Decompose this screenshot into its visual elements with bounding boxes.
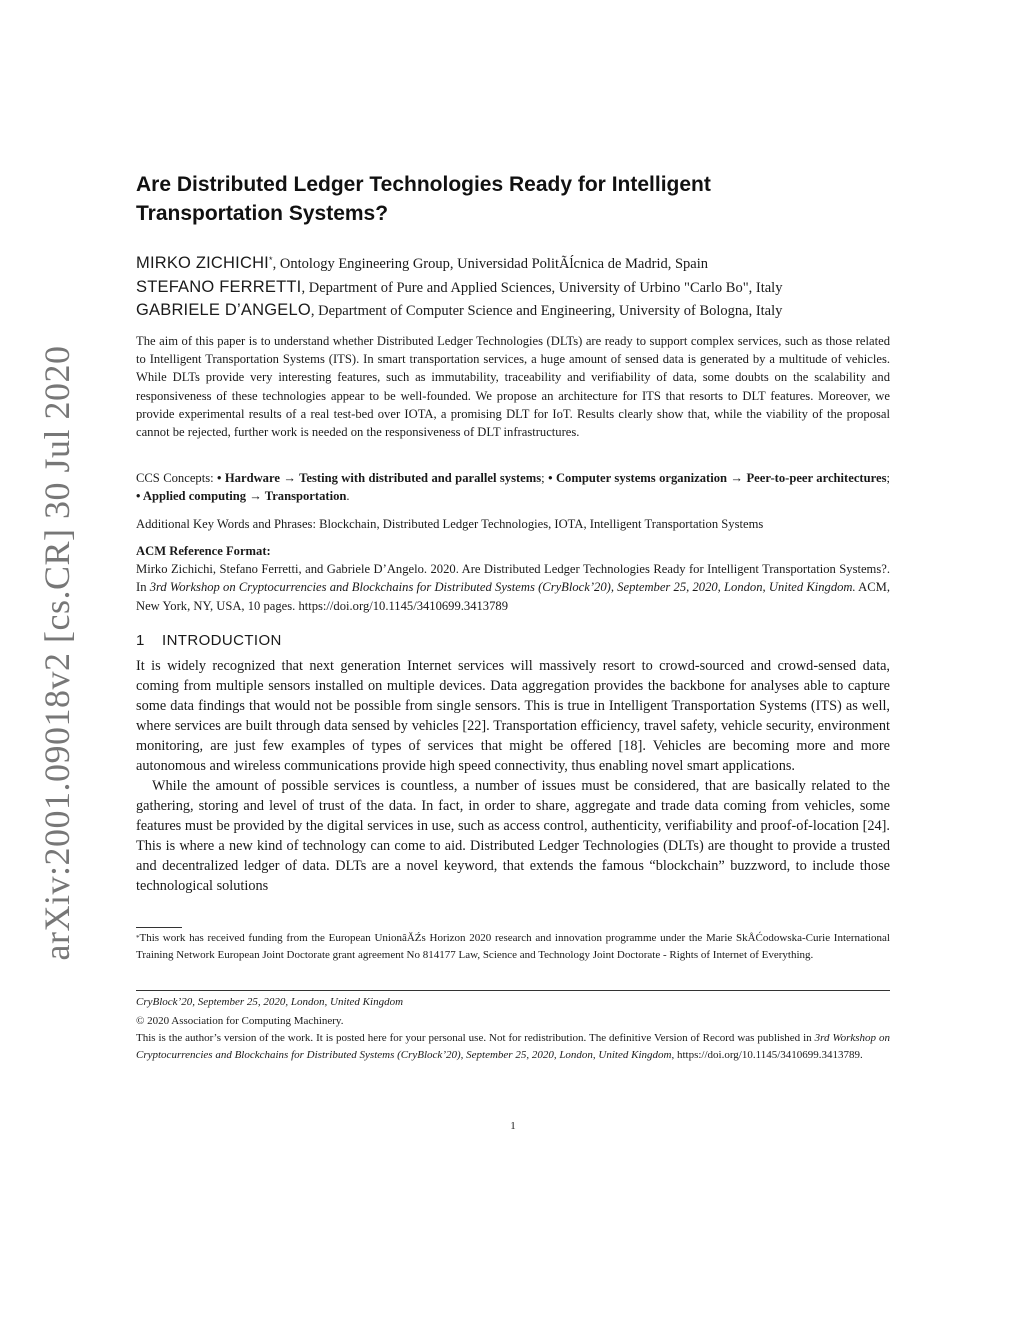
author-list [136, 252, 896, 323]
arxiv-identifier[interactable]: arXiv:2001.09018v2 [cs.CR] 30 Jul 2020 [37, 345, 77, 961]
section-heading [136, 632, 282, 649]
ccs-concepts: CCS Concepts: • Hardware → Testing with distributed and parallel systems; • Computer systems organization → Peer-to-peer architectures; • Applied computing → Transportation. [136, 471, 890, 504]
footnote-marker: * [136, 934, 140, 942]
author-name: GABRIELE D’ANGELO [136, 301, 311, 319]
author-affiliation: , Department of Pure and Applied Sciences, University of Urbino "Carlo Bo", Italy [301, 279, 783, 296]
arxiv-sidebar [0, 0, 80, 1325]
keywords: Additional Key Words and Phrases: Blockchain, Distributed Ledger Technologies, IOTA, Intelligent Transportation Systems [136, 517, 764, 531]
version-note: This is the author’s version of the work. It is posted here for your personal use. Not for redistribution. The definitive Version of Record was published in 3rd Workshop on Cryptocurrencies and Blockchains for Distributed Systems (CryBlock’20), September 25, 2020, London, United Kingdom, https://doi.org/10.1145/3410699.3413789. [136, 1032, 890, 1061]
author-footnote-marker: * [268, 255, 273, 265]
author-affiliation: , Ontology Engineering Group, Universidad PolitÃĺcnica de Madrid, Spain [272, 256, 708, 272]
author-name: MIRKO ZICHICHI* [136, 254, 273, 272]
paper-title [136, 170, 890, 228]
author-affiliation: , Department of Computer Science and Engineering, University of Bologna, Italy [310, 303, 783, 319]
venue-line: CryBlock’20, September 25, 2020, London, United Kingdom [136, 996, 404, 1008]
footer-divider [136, 990, 890, 991]
acm-reference-venue: 3rd Workshop on Cryptocurrencies and Blockchains for Distributed Systems (CryBlock’20), September 25, 2020, London, United Kingdom. [149, 580, 856, 595]
paragraph: While the amount of possible services is countless, a number of issues must be considered, that are basically related to the gathering, storing and level of trust of the data. In fact, in order to share, aggregate and trade data coming from vehicles, some features must be provided by the digital services in use, such as access control, authenticity, verifiability and proof-of-location [24]. This is where a new kind of technology can come to aid. Distributed Ledger Technologies (DLTs) are thought to provide a trusted and decentralized ledger of data. DLTs are a novel keyword, that extends the famous “blockchain” buzzword, to include those technological solutions [136, 778, 890, 894]
footnote-divider [136, 927, 182, 928]
version-note-doi[interactable]: , https://doi.org/10.1145/3410699.3413789. [671, 1049, 863, 1061]
section-title: INTRODUCTION [162, 632, 282, 649]
section-number: 1 [136, 632, 145, 649]
acm-reference-heading: ACM Reference Format: [136, 544, 271, 558]
introduction-body [136, 656, 890, 896]
title-line-1: Are Distributed Ledger Technologies Ready for Intelligent [136, 173, 711, 196]
funding-footnote: *This work has received funding from the European UnionâĂŹs Horizon 2020 research and innovation programme under the Marie SkÅĆodowska-Curie International Training Network European Joint Doctorate grant agreement No 814177 Law, Science and Technology Joint Doctorate - Rights of Internet of Everything. [136, 932, 890, 961]
title-line-2: Transportation Systems? [136, 202, 389, 225]
copyright-line: © 2020 Association for Computing Machinery. [136, 1015, 344, 1027]
ccs-concept-systems: • Computer systems organization → Peer-to-peer architectures [548, 471, 887, 485]
author-entry [136, 276, 896, 300]
author-entry [136, 299, 896, 323]
ccs-concept-hardware: • Hardware → Testing with distributed and parallel systems [217, 471, 542, 485]
page-number: 1 [510, 1120, 516, 1132]
acm-reference-doi[interactable]: ACM, New York, NY, USA, 10 pages. https://doi.org/10.1145/3410699.3413789 [136, 580, 891, 613]
ccs-concept-applied: • Applied computing → Transportation [136, 489, 347, 504]
acm-reference [136, 542, 890, 615]
paragraph: It is widely recognized that next generation Internet services will massively resort to crowd-sourced and crowd-sensed data, coming from multiple sensors installed on multiple devices. Data aggregation provides the backbone for analyses able to capture some data findings that would not be possible from single sensors. This is true in Intelligent Transportation Systems (ITS) as well, where services are built through data sensed by vehicles [22]. Transportation efficiency, travel safety, vehicle security, environment monitoring, are just few examples of types of services that might be offered [18]. Vehicles are becoming more and more autonomous and wireless communications provide high speed connectivity, thus enabling novel smart applications. [136, 658, 890, 774]
acm-reference-text: Mirko Zichichi, Stefano Ferretti, and Gabriele D’Angelo. 2020. Are Distributed Ledger Technologies Ready for Intelligent Transportation Systems?. In 3rd Workshop on Cryptocurrencies and Blockchains for Distributed Systems (CryBlock’20), September 25, 2020, London, United Kingdom. ACM, New York, NY, USA, 10 pages. https://doi.org/10.1145/3410699.3413789 [136, 562, 891, 613]
abstract: The aim of this paper is to understand whether Distributed Ledger Technologies (DLTs) are ready to support complex services, such as those related to Intelligent Transportation Systems (ITS). In smart transportation services, a huge amount of sensed data is generated by a multitude of vehicles. While DLTs provide very interesting features, such as immutability, traceability and verifiability of data, some doubts on the scalability and responsiveness of these technologies appear to be well-founded. We propose an architecture for ITS that resorts to DLT features. Moreover, we provide experimental results of a real test-bed over IOTA, a promising DLT for IoT. Results clearly show that, while the viability of the proposal cannot be rejected, further work is needed on the responsiveness of DLT infrastructures. [136, 334, 890, 440]
author-entry [136, 252, 896, 276]
version-note-venue: 3rd Workshop on Cryptocurrencies and Blockchains for Distributed Systems (CryBlock’20), September 25, 2020, London, United Kingdom [136, 1032, 890, 1061]
author-name: STEFANO FERRETTI [136, 277, 302, 296]
